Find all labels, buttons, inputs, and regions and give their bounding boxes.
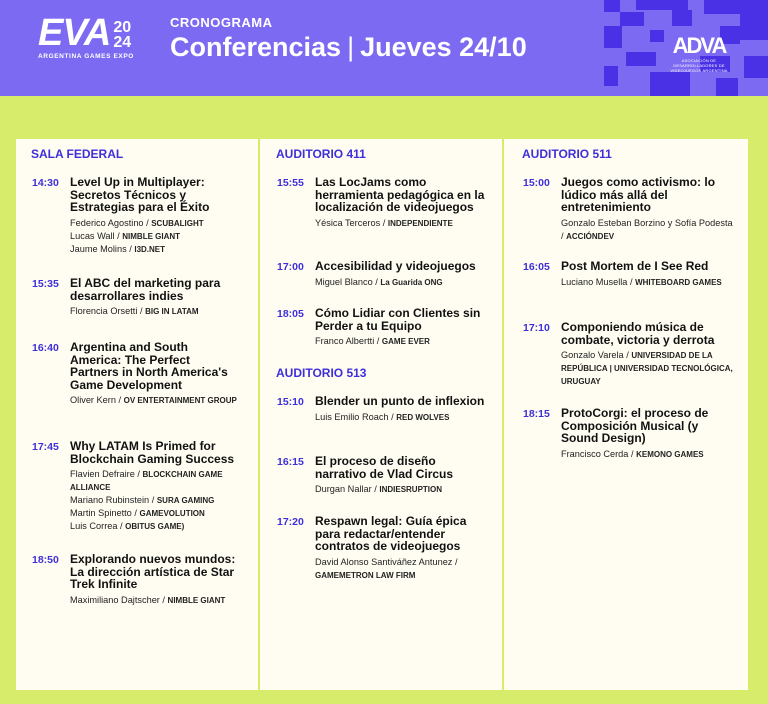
speaker-org: SURA GAMING [156,496,215,506]
speaker-name: Yésica Terceros [315,217,381,228]
pixel-decoration [650,30,664,42]
speaker-name: Lucas Wall [70,230,115,241]
event-speakers: Maximiliano Dajtscher / NIMBLE GIANT [70,594,226,605]
schedule-column-3 [504,139,748,690]
event-time: 15:10 [277,396,304,408]
title-section: Conferencias [170,32,342,62]
pixel-decoration [604,0,620,12]
event-title: Componiendo música de combate, victoria y derrota [561,320,715,347]
event-speakers: Luciano Musella / WHITEBOARD GAMES [561,276,722,287]
event-speakers: Yésica Terceros / INDEPENDIENTE [315,217,453,228]
speaker-org: BLOCKCHAIN GAME ALLIANCE [70,470,223,493]
logo-year: 2024 [113,19,132,51]
room-heading: AUDITORIO 511 [522,147,612,161]
event-speakers: Gonzalo Esteban Borzino y Sofía Podesta / ACCIÓNDEV [561,217,733,241]
event-time: 17:45 [32,441,59,453]
event-time: 15:35 [32,278,59,290]
event-title: Argentina and South America: The Perfect Partners in North America's Game Development [70,340,228,392]
event-title: Blender un punto de inflexion [315,394,485,408]
speaker-name: Gonzalo Esteban Borzino y Sofía Podesta [561,217,733,228]
logo-subtitle: ARGENTINA GAMES EXPO [38,53,134,60]
speaker-name: Luciano Musella [561,276,628,287]
pixel-decoration [740,14,768,40]
speaker-org: BIG IN LATAM [145,307,199,317]
speaker-org: SCUBALIGHT [151,218,204,228]
speaker-org: KEMONO GAMES [636,449,704,459]
pixel-decoration [672,10,692,26]
event-time: 16:40 [32,342,59,354]
event-title: Post Mortem de I See Red [561,259,709,273]
event-speakers: Miguel Blanco / La Guarida ONG [315,276,443,287]
speaker-name: Martin Spinetto [70,508,132,519]
page-title [170,32,527,63]
logo-wordmark: EVA [38,12,111,54]
schedule-panel [16,139,748,690]
speaker-name: Flavien Defraire [70,469,135,480]
speaker-org: ACCIÓNDEV [566,231,615,241]
event-time: 18:05 [277,308,304,320]
speaker-name: Luis Emilio Roach [315,411,389,422]
event-title: El ABC del marketing para desarrollares indies [70,276,221,303]
speaker-org: GAME EVER [381,337,430,347]
event-speakers: Oliver Kern / OV ENTERTAINMENT GROUP [70,395,237,406]
speaker-name: Maximiliano Dajtscher [70,594,160,605]
speaker-name: Gonzalo Varela [561,350,624,361]
speaker-name: Francisco Cerda [561,448,629,459]
adva-subtitle: ASOCIACIÓN DE DESARROLLADORES DE VIDEOJUEGOS ARGENTINA [670,58,728,73]
speaker-name: Oliver Kern [70,395,116,406]
event-title: Cómo Lidiar con Clientes sin Perder a tu Equipo [315,306,481,333]
pixel-decoration [744,56,768,78]
pixel-decoration [620,12,644,26]
adva-wordmark: ADVA [672,33,726,58]
speaker-org: NIMBLE GIANT [122,231,181,241]
title-separator: | [347,32,355,62]
event-time: 17:10 [523,322,550,334]
speaker-org: INDIESRUPTION [379,485,443,495]
schedule-column-1 [16,139,260,690]
speaker-org: GAMEMETRON LAW FIRM [315,570,416,580]
event-time: 15:55 [277,177,304,189]
event-title: Las LocJams como herramienta pedagógica en la localización de videojuegos [315,175,485,215]
event-speakers: Franco Albertti / GAME EVER [315,336,430,347]
speaker-name: Durgan Nallar [315,484,372,495]
speaker-org: OV ENTERTAINMENT GROUP [123,396,237,406]
page-kicker: CRONOGRAMA [170,15,273,30]
speaker-org: RED WOLVES [396,412,450,422]
pixel-decoration [636,0,688,10]
event-time: 16:15 [277,456,304,468]
pixel-decoration [704,0,768,14]
speaker-org: UNIVERSIDAD DE LA REPÚBLICA | UNIVERSIDAD TECNOLÓGICA, URUGUAY [561,351,733,387]
pixel-decoration [626,52,656,66]
event-title: Accesibilidad y videojuegos [315,259,476,273]
event-speakers: Luis Emilio Roach / RED WOLVES [315,411,450,422]
event-time: 18:15 [523,408,550,420]
event-title: El proceso de diseño narrativo de Vlad Circus [315,454,454,481]
event-title: Explorando nuevos mundos: La dirección artística de Star Trek Infinite [70,552,236,592]
event-time: 14:30 [32,177,59,189]
room-heading: SALA FEDERAL [31,147,124,161]
pixel-decoration [650,72,690,96]
speaker-org: La Guarida ONG [380,277,443,287]
event-speakers: Florencia Orsetti / BIG IN LATAM [70,306,199,317]
room-heading: AUDITORIO 513 [276,366,367,380]
room-heading: AUDITORIO 411 [276,147,366,161]
speaker-name: Jaume Molins [70,243,127,254]
event-speakers: David Alonso Santiváñez Antunez / GAMEMETRON LAW FIRM [315,556,458,580]
pixel-decoration [716,78,738,96]
event-speakers: Federico Agostino / SCUBALIGHT Lucas Wall / NIMBLE GIANT Jaume Molins / I3D.NET [70,217,204,254]
speaker-name: Mariano Rubinstein [70,495,150,506]
event-time: 15:00 [523,177,550,189]
speaker-org: INDEPENDIENTE [387,218,453,228]
speaker-name: Federico Agostino [70,217,144,228]
event-speakers: Flavien Defraire / BLOCKCHAIN GAME ALLIANCE Mariano Rubinstein / SURA GAMING Martin Spinetto / GAMEVOLUTION Luis Correa / OBITUS GAME) [70,469,223,532]
header-banner [0,0,768,96]
speaker-org: OBITUS GAME) [125,522,185,532]
event-time: 16:05 [523,261,550,273]
event-speakers: Gonzalo Varela / UNIVERSIDAD DE LA REPÚBLICA | UNIVERSIDAD TECNOLÓGICA, URUGUAY [561,350,733,387]
event-time: 17:20 [277,516,304,528]
event-speakers: Francisco Cerda / KEMONO GAMES [561,448,704,459]
event-title: Respawn legal: Guía épica para redactar/entender contratos de videojuegos [315,514,467,554]
speaker-org: I3D.NET [134,244,166,254]
event-speakers: Durgan Nallar / INDIESRUPTION [315,484,443,495]
event-time: 18:50 [32,554,59,566]
speaker-org: GAMEVOLUTION [139,509,205,519]
speaker-name: David Alonso Santiváñez Antunez [315,556,453,567]
eva-logo [38,12,134,60]
speaker-name: Franco Albertti [315,336,375,347]
speaker-name: Miguel Blanco [315,276,373,287]
speaker-org: WHITEBOARD GAMES [635,277,722,287]
event-title: Why LATAM Is Primed for Blockchain Gaming Success [70,439,235,466]
speaker-name: Luis Correa [70,521,118,532]
event-title: Juegos como activismo: lo lúdico más allá del entretenimiento [561,175,716,215]
pixel-decoration [604,26,622,48]
pixel-decoration [604,66,618,86]
event-title: ProtoCorgi: el proceso de Composición Musical (y Sound Design) [561,406,709,446]
event-title: Level Up in Multiplayer: Secretos Técnicos y Estrategias para el Éxito [70,175,210,215]
speaker-name: Florencia Orsetti [70,306,138,317]
speaker-org: NIMBLE GIANT [167,595,226,605]
adva-logo [668,33,730,73]
title-date: Jueves 24/10 [360,32,527,62]
event-time: 17:00 [277,261,304,273]
schedule-column-2 [260,139,504,690]
